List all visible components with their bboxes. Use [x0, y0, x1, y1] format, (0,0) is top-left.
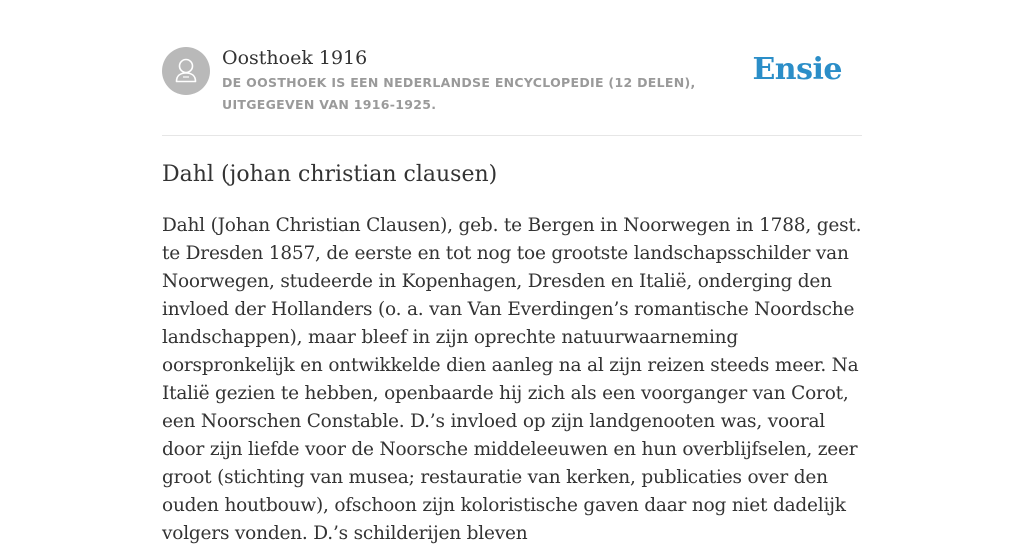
source-description: DE OOSTHOEK IS EEN NEDERLANDSE ENCYCLOPEDIE (12 DELEN), UITGEGEVEN VAN 1916-1925.: [222, 75, 696, 112]
user-avatar-icon[interactable]: [162, 47, 210, 95]
source-header: [162, 46, 862, 136]
entry-title: Dahl (johan christian clausen): [162, 162, 498, 187]
person-outline-icon: [162, 47, 210, 95]
source-title[interactable]: Oosthoek 1916: [222, 47, 368, 69]
header-divider: [162, 135, 862, 136]
entry-body: Dahl (Johan Christian Clausen), geb. te Bergen in Noorwegen in 1788, gest. te Dresden 1857, de eerste en tot nog toe grootste landschapsschilder van Noorwegen, studeerde in Kopenhagen, Dresden en Italië, onderging den invloed der Hollanders (o. a. van Van Everdingen’s romantische Noordsche landschappen), maar bleef in zijn oprechte natuurwaarneming oorspronkelijk en ontwikkelde dien aanleg na al zijn reizen steeds meer. Na Italië gezien te hebben, openbaarde hij zich als een voorganger van Corot, een Noorschen Constable. D.’s invloed op zijn landgenooten was, vooral door zijn liefde voor de Noorsche middeleeuwen en hun overblijfselen, zeer groot (stichting van musea; restauratie van kerken, publicaties over den ouden houtbouw), ofschoon zijn koloristische gaven daar nog niet dadelijk volgers vonden. D.’s schilderijen bleven: [162, 215, 862, 544]
ensie-logo[interactable]: Ensie: [752, 52, 842, 87]
